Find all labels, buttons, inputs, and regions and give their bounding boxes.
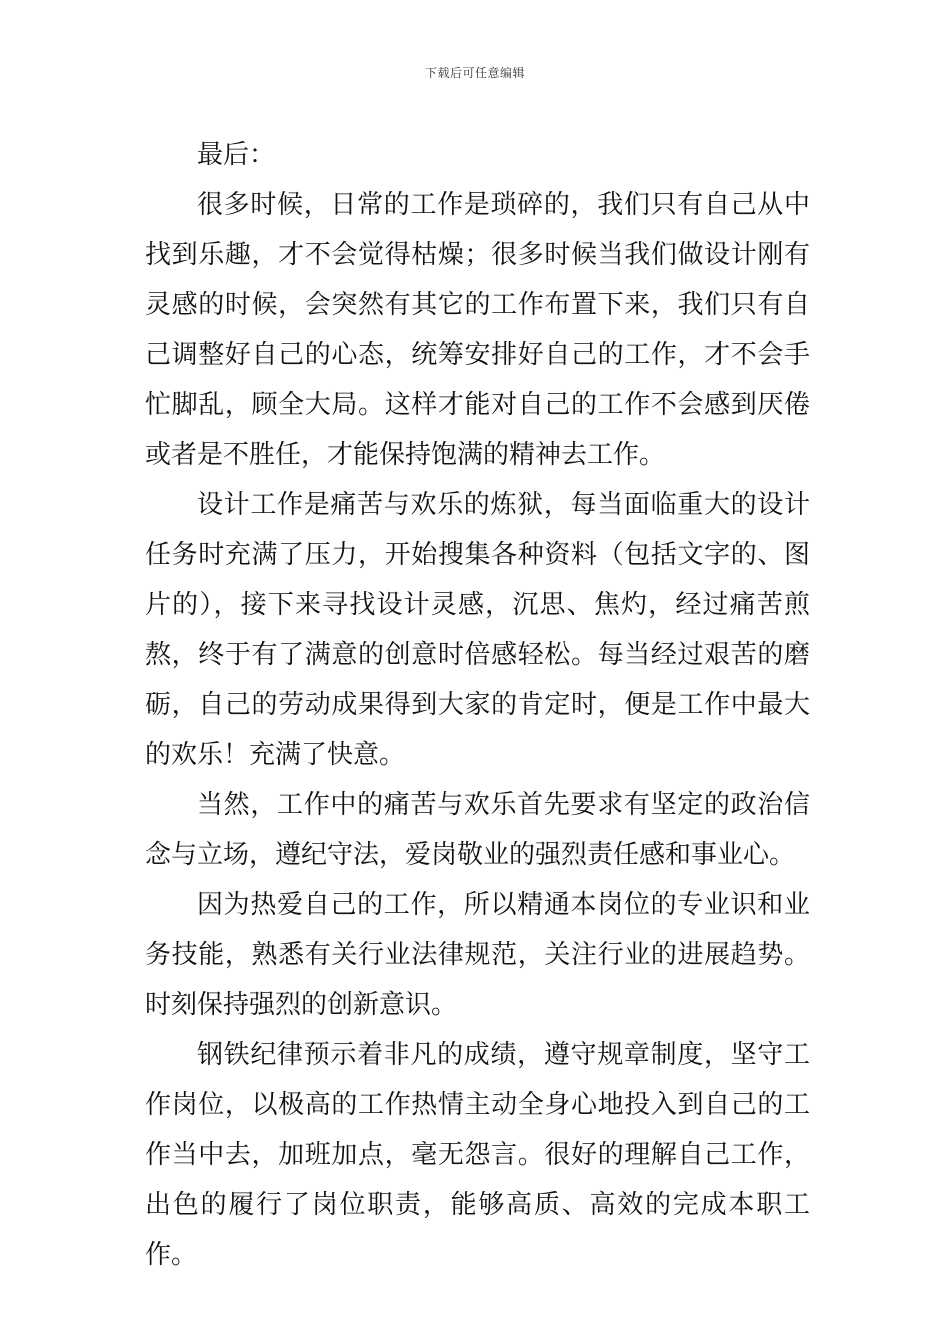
paragraph-3: 当然，工作中的痛苦与欢乐首先要求有坚定的政治信念与立场，遵纪守法，爱岗敬业的强烈责任感和事业心。 (145, 790, 810, 870)
page-header-note: 下载后可任意编辑 (424, 66, 525, 80)
paragraph-5: 钢铁纪律预示着非凡的成绩，遵守规章制度，坚守工作岗位，以极高的工作热情主动全身心地投入到自己的工作当中去，加班加点，毫无怨言。很好的理解自己工作，出色的履行了岗位职责，能够高质、高效的完成本职工作。 (145, 1040, 810, 1270)
paragraph-4: 因为热爱自己的工作，所以精通本岗位的专业识和业务技能，熟悉有关行业法律规范，关注行业的进展趋势。时刻保持强烈的创新意识。 (145, 890, 810, 1020)
paragraph-1: 很多时候，日常的工作是琐碎的，我们只有自己从中找到乐趣，才不会觉得枯燥；很多时候当我们做设计刚有灵感的时候，会突然有其它的工作布置下来，我们只有自己调整好自己的心态，统筹安排好自己的工作，才不会手忙脚乱，顾全大局。这样才能对自己的工作不会感到厌倦或者是不胜任，才能保持饱满的精神去工作。 (145, 190, 810, 470)
section-heading: 最后： (197, 140, 276, 170)
document-body (145, 130, 810, 1280)
paragraph-2: 设计工作是痛苦与欢乐的炼狱，每当面临重大的设计任务时充满了压力，开始搜集各种资料（包括文字的、图片的），接下来寻找设计灵感，沉思、焦灼，经过痛苦煎熬，终于有了满意的创意时倍感轻松。每当经过艰苦的磨砺，自己的劳动成果得到大家的肯定时，便是工作中最大的欢乐！充满了快意。 (145, 490, 810, 770)
